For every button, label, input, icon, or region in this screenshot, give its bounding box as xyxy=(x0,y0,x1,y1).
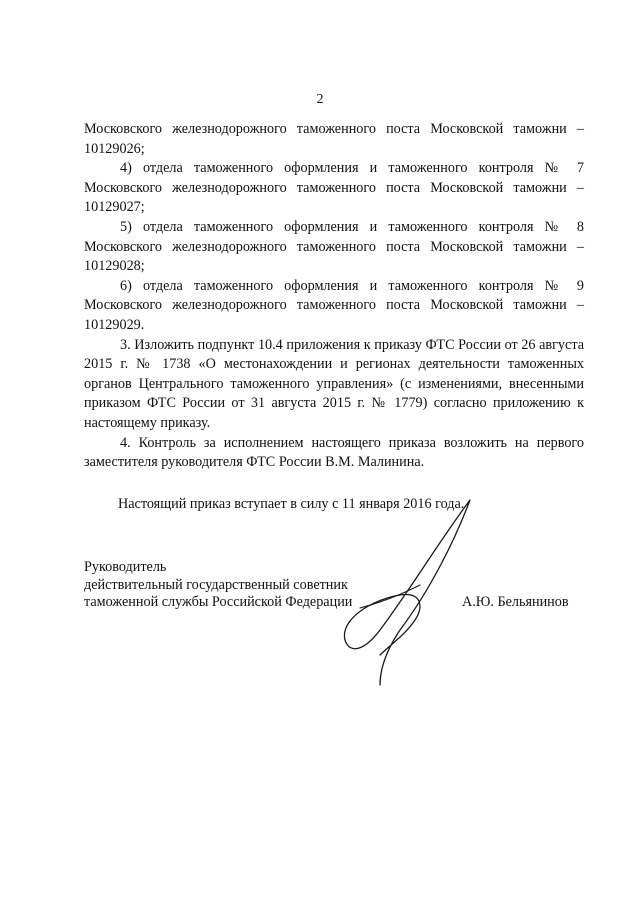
paragraph-2: 4) отдела таможенного оформления и таможенного контроля № 7 Московского железнодорожного таможенного поста Московской таможни – 10129027; xyxy=(84,160,584,216)
paragraph-5: 3. Изложить подпункт 10.4 приложения к приказу ФТС России от 26 августа 2015 г. № 1738 «О местонахождении и регионах деятельности таможенных органов Центрального таможенного управления» (с изменениями, внесенными приказом ФТС России от 31 августа 2015 г. № 1779) согласно приложению к настоящему приказу. xyxy=(84,336,584,431)
paragraph-4: 6) отдела таможенного оформления и таможенного контроля № 9 Московского железнодорожного таможенного поста Московской таможни – 10129029. xyxy=(84,277,584,333)
paragraph-3: 5) отдела таможенного оформления и таможенного контроля № 8 Московского железнодорожного таможенного поста Московской таможни – 10129028; xyxy=(84,218,584,275)
signer-title-line-2: действительный государственный советник xyxy=(84,576,348,593)
effective-date-statement: Настоящий приказ вступает в силу с 11 января 2016 года. xyxy=(118,496,465,512)
document-body xyxy=(84,120,584,473)
signer-title-line-1: Руководитель xyxy=(84,559,167,575)
paragraph-1: Московского железнодорожного таможенного поста Московской таможни – 10129026; xyxy=(84,121,584,157)
signer-name: А.Ю. Бельянинов xyxy=(462,594,569,610)
signer-title-line-3: таможенной службы Российской Федерации xyxy=(84,594,353,610)
page-number: 2 xyxy=(316,92,324,107)
paragraph-6: 4. Контроль за исполнением настоящего приказа возложить на первого заместителя руководителя ФТС России В.М. Малинина. xyxy=(84,434,584,471)
signer-title-block xyxy=(84,559,352,612)
handwritten-signature-icon xyxy=(320,480,500,700)
